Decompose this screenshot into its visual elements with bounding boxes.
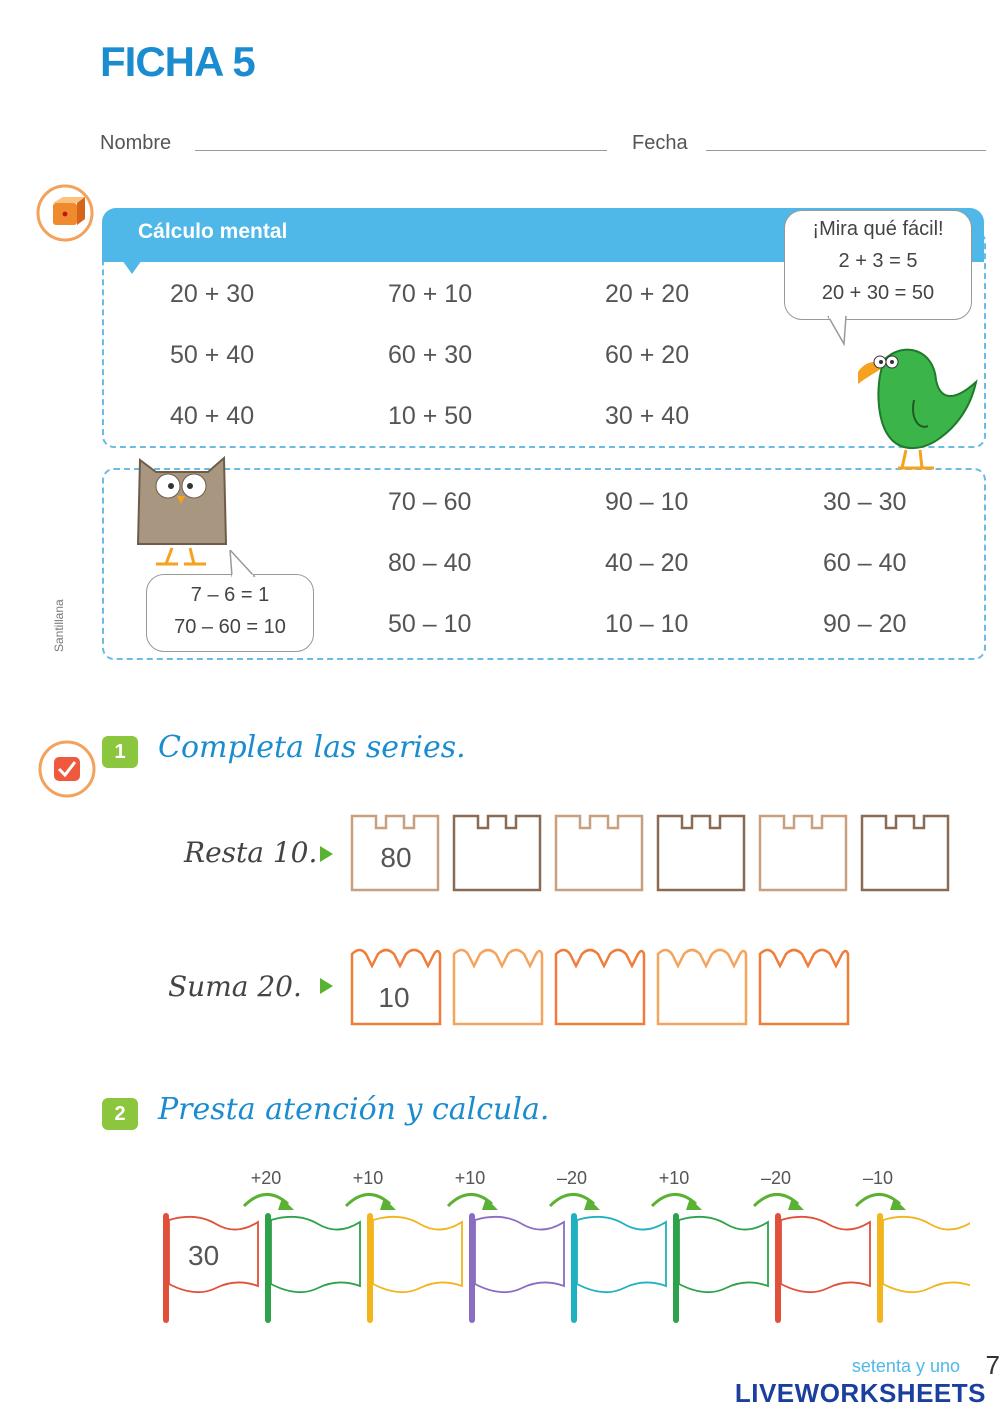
sub-op: 30 – 30 [823,488,907,516]
parrot-icon [844,340,978,477]
series-answer-box[interactable] [662,832,740,886]
sum-op: 20 + 20 [605,280,690,308]
castle-row-1 [350,812,950,892]
tip-bubble-bottom [146,574,314,652]
sum-op: 50 + 40 [170,341,255,369]
sub-op: 10 – 10 [605,610,689,638]
sub-op: 70 – 60 [388,488,472,516]
series-answer-box[interactable] [662,968,740,1022]
page-title: FICHA 5 [100,38,255,85]
tip-line: 20 + 30 = 50 [821,282,935,304]
name-field-line[interactable] [195,150,607,151]
series-rule-label: Suma 20. [168,970,302,1003]
series-answer-box[interactable] [560,968,638,1022]
tip-line: 70 – 60 = 10 [174,616,286,638]
flag[interactable] [676,1216,768,1320]
tip-line: ¡Mira qué fácil! [812,218,944,240]
flag[interactable] [268,1216,360,1320]
series-answer-box[interactable] [560,832,638,886]
tip-line: 2 + 3 = 5 [838,250,918,272]
flag[interactable] [370,1216,462,1320]
series-answer-box[interactable] [458,832,536,886]
sum-op: 30 + 40 [605,402,690,430]
flag-operation: –10 [862,1168,894,1188]
date-label: Fecha [632,132,688,154]
sum-op: 40 + 40 [170,402,255,430]
series-first-value: 10 [378,982,410,1013]
flag-operation: –20 [556,1168,588,1188]
exercise-number: 2 [102,1098,138,1130]
name-label: Nombre [100,132,172,154]
flag[interactable] [472,1216,564,1320]
sub-op: 60 – 40 [823,549,907,577]
header-tab-pointer [122,260,142,274]
flag-operation: +10 [658,1168,690,1188]
play-arrow-icon [320,846,333,862]
sum-op: 60 + 20 [605,341,690,369]
series-first-value: 80 [380,842,412,873]
flag-first-value: 30 [188,1240,220,1271]
series-answer-box[interactable] [866,832,944,886]
sub-op: 50 – 10 [388,610,472,638]
sub-op: 90 – 20 [823,610,907,638]
flag-operation: +10 [352,1168,384,1188]
sum-op: 70 + 10 [388,280,473,308]
sum-op: 60 + 30 [388,341,473,369]
check-icon [38,740,96,803]
tip-line: 7 – 6 = 1 [190,584,270,606]
flags-chain [150,1186,970,1326]
flag-operation: +10 [454,1168,486,1188]
brand-logo: LIVEWORKSHEETS [734,1378,986,1408]
dice-icon [36,184,94,247]
series-answer-box[interactable] [764,968,842,1022]
sum-op: 20 + 30 [170,280,255,308]
flag[interactable] [574,1216,666,1320]
flag-operation: +20 [250,1168,282,1188]
sub-op: 90 – 10 [605,488,689,516]
tip-bubble-top [784,210,972,320]
sub-op: 40 – 20 [605,549,689,577]
page-number: 7 [985,1350,1000,1380]
flag[interactable] [778,1216,870,1320]
mental-title: Cálculo mental [138,220,288,243]
sub-op: 80 – 40 [388,549,472,577]
flag[interactable] [880,1216,970,1320]
flag-operation: –20 [760,1168,792,1188]
date-field-line[interactable] [706,150,986,151]
exercise-number: 1 [102,736,138,768]
series-answer-box[interactable] [458,968,536,1022]
sum-op: 10 + 50 [388,402,473,430]
series-rule-label: Resta 10. [184,836,318,869]
exercise-title: Completa las series. [158,730,466,765]
page-words: setenta y uno [851,1356,960,1376]
exercise-title: Presta atención y calcula. [158,1092,550,1127]
play-arrow-icon [320,978,333,994]
owl-icon [132,452,232,581]
bubble-tail [226,550,256,583]
publisher-label: Santillana [52,599,66,652]
series-answer-box[interactable] [764,832,842,886]
